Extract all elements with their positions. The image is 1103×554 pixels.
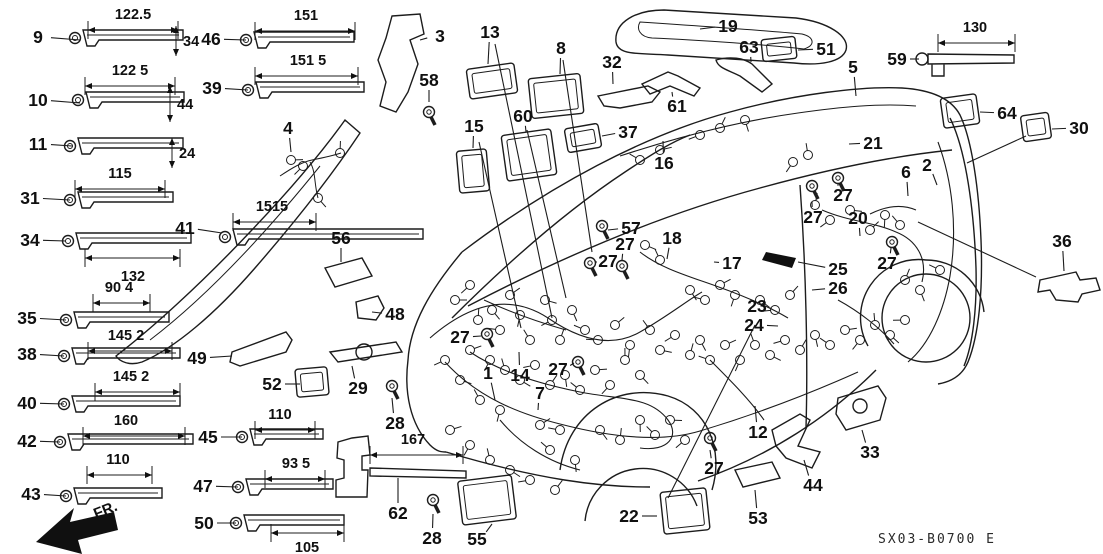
leader-line — [420, 38, 427, 40]
leader-line — [980, 112, 994, 113]
callout-58: 58 — [419, 70, 439, 90]
callout-27: 27 — [803, 207, 823, 227]
leader-line — [392, 398, 393, 413]
callout-17: 17 — [722, 253, 742, 273]
connector-grommet-icon — [646, 326, 655, 335]
connector-grommet-icon — [901, 316, 910, 325]
connector-grommet-icon — [716, 281, 725, 290]
dimension-130: 130 — [962, 20, 988, 36]
callout-37: 37 — [618, 122, 638, 142]
dimension-90_4: 90 4 — [104, 280, 134, 296]
dimension-110: 110 — [268, 407, 292, 423]
callout-51: 51 — [816, 39, 836, 59]
harness-clip-strip — [241, 32, 355, 48]
dimension-24: 24 — [179, 146, 196, 162]
callout-46: 46 — [201, 29, 221, 49]
connector-grommet-icon — [741, 116, 750, 125]
callout-36: 36 — [1052, 231, 1072, 251]
callout-24: 24 — [744, 315, 764, 335]
connector-grommet-icon — [696, 336, 705, 345]
callout-4: 4 — [283, 118, 293, 138]
connector-grommet-icon — [611, 321, 620, 330]
bolt-icon — [387, 381, 399, 400]
connector-grommet-icon — [826, 341, 835, 350]
dimension-93_5: 93 5 — [281, 456, 311, 472]
leader-line — [40, 441, 60, 442]
connector-grommet-icon — [636, 371, 645, 380]
leader-line — [700, 27, 715, 29]
callout-49: 49 — [187, 348, 207, 368]
callout-47: 47 — [193, 476, 213, 496]
connector-grommet-icon — [826, 216, 835, 225]
callout-57: 57 — [621, 218, 641, 238]
leader-line — [798, 49, 813, 50]
callout-27: 27 — [548, 359, 568, 379]
harness-clip-strip — [243, 82, 365, 98]
connector-grommet-icon — [536, 421, 545, 430]
leader-line — [1063, 251, 1064, 271]
leader-line — [767, 325, 778, 326]
connector-grommet-icon — [886, 331, 895, 340]
callout-42: 42 — [17, 431, 37, 451]
leader-line — [812, 289, 825, 290]
callout-21: 21 — [863, 133, 883, 153]
connector-grommet-icon — [671, 331, 680, 340]
component-box — [458, 475, 517, 525]
leader-line — [51, 38, 80, 40]
dimension-145_2: 145 2 — [112, 369, 150, 385]
diagram-code: SX03-B0700 E — [878, 532, 996, 547]
connector-grommet-icon — [881, 211, 890, 220]
connector-grommet-icon — [641, 241, 650, 250]
callout-41: 41 — [175, 218, 195, 238]
leader-line — [488, 42, 489, 64]
bolt-icon — [617, 261, 629, 280]
bolt-icon — [424, 107, 436, 126]
component-box — [940, 94, 980, 129]
connector-grommet-icon — [626, 341, 635, 350]
component-box — [456, 149, 490, 193]
connector-grommet-icon — [686, 351, 695, 360]
leader-line — [602, 134, 615, 136]
dimension-1515: 1515 — [255, 199, 289, 215]
harness-clip-strip — [231, 515, 345, 531]
harness-clip-strip — [65, 192, 174, 208]
dimension-160: 160 — [113, 413, 139, 429]
fr-direction-arrow — [36, 498, 120, 554]
leader-line — [473, 336, 481, 337]
callout-31: 31 — [20, 188, 40, 208]
connector-grommet-icon — [896, 221, 905, 230]
harness-clip-strip — [59, 348, 181, 364]
connector-grommet-icon — [811, 331, 820, 340]
callout-40: 40 — [17, 393, 37, 413]
bolt-icon — [597, 221, 609, 240]
leader-line — [804, 460, 809, 476]
callout-30: 30 — [1069, 118, 1089, 138]
callout-10: 10 — [28, 90, 48, 110]
connector-grommet-icon — [287, 156, 296, 165]
connector-grommet-icon — [581, 326, 590, 335]
callout-32: 32 — [602, 52, 622, 72]
dimension-122_5: 122 5 — [111, 63, 149, 79]
callout-20: 20 — [848, 208, 868, 228]
callout-27: 27 — [833, 185, 853, 205]
dimension-132: 132 — [120, 269, 146, 285]
connector-grommet-icon — [526, 476, 535, 485]
connector-grommet-icon — [656, 346, 665, 355]
connector-grommet-icon — [486, 456, 495, 465]
leader-line — [854, 77, 856, 96]
connector-grommet-icon — [466, 441, 475, 450]
connector-grommet-icon — [591, 366, 600, 375]
callout-7: 7 — [535, 383, 545, 403]
connector-grommet-icon — [531, 361, 540, 370]
leader-line — [491, 383, 495, 400]
callout-13: 13 — [480, 22, 500, 42]
callout-35: 35 — [17, 308, 37, 328]
callout-64: 64 — [997, 103, 1017, 123]
callout-11: 11 — [28, 134, 48, 154]
callout-1: 1 — [483, 363, 493, 383]
callout-22: 22 — [619, 506, 639, 526]
callout-25: 25 — [828, 259, 848, 279]
connector-grommet-icon — [656, 256, 665, 265]
callout-8: 8 — [556, 38, 566, 58]
callout-3: 3 — [435, 26, 445, 46]
leader-line — [849, 143, 860, 144]
callout-5: 5 — [848, 57, 858, 77]
dimension-44: 44 — [177, 97, 194, 113]
harness-clip-strip — [63, 233, 192, 249]
callout-23: 23 — [747, 296, 767, 316]
connector-grommet-icon — [556, 426, 565, 435]
connector-grommet-icon — [488, 306, 497, 315]
dimension-151: 151 — [293, 8, 319, 24]
leader-line — [198, 229, 222, 233]
leader-line — [1052, 128, 1066, 129]
callout-27: 27 — [704, 458, 724, 478]
connector-grommet-icon — [696, 131, 705, 140]
dimension-115: 115 — [108, 166, 132, 182]
callout-52: 52 — [262, 374, 282, 394]
leader-line — [40, 319, 66, 320]
callout-29: 29 — [348, 378, 368, 398]
connector-grommet-icon — [936, 266, 945, 275]
connector-grommet-icon — [568, 306, 577, 315]
callout-43: 43 — [21, 484, 41, 504]
leader-line — [43, 198, 70, 200]
component-box — [466, 63, 518, 99]
callout-14: 14 — [510, 365, 530, 385]
leader-line — [352, 366, 355, 378]
grommet-pad-icon — [762, 252, 796, 268]
callout-18: 18 — [662, 228, 682, 248]
component-box — [528, 73, 584, 118]
connector-grommet-icon — [804, 151, 813, 160]
callout-38: 38 — [17, 344, 37, 364]
callouts-layer — [17, 16, 1089, 549]
leader-line — [560, 58, 561, 74]
leader-line — [43, 240, 66, 241]
callout-63: 63 — [739, 37, 759, 57]
connector-grommet-icon — [781, 336, 790, 345]
leader-line — [210, 356, 232, 357]
callout-62: 62 — [388, 503, 408, 523]
connector-grommet-icon — [789, 158, 798, 167]
callout-45: 45 — [198, 427, 218, 447]
connector-grommet-icon — [551, 486, 560, 495]
callout-2: 2 — [922, 155, 932, 175]
callout-48: 48 — [385, 304, 405, 324]
connector-grommet-icon — [451, 296, 460, 305]
connector-grommet-icon — [526, 336, 535, 345]
leader-line — [225, 89, 248, 90]
dimension-105: 105 — [294, 540, 320, 554]
dimension-145_2: 145 2 — [107, 328, 145, 344]
leader-line — [755, 490, 757, 508]
leader-line — [667, 248, 669, 259]
callout-53: 53 — [748, 508, 768, 528]
callout-27: 27 — [450, 327, 470, 347]
leader-line — [907, 182, 908, 196]
connector-grommet-icon — [856, 336, 865, 345]
callout-6: 6 — [901, 162, 911, 182]
connector-grommet-icon — [681, 436, 690, 445]
connector-grommet-icon — [446, 426, 455, 435]
bolt-icon — [585, 258, 597, 277]
connector-grommet-icon — [476, 396, 485, 405]
callout-55: 55 — [467, 529, 487, 549]
loose-parts — [230, 10, 1100, 497]
callout-59: 59 — [887, 49, 907, 69]
leader-line — [862, 430, 866, 443]
callout-27: 27 — [598, 251, 618, 271]
connector-grommet-icon — [771, 306, 780, 315]
fr-label: FR. — [91, 497, 120, 523]
connector-grommet-icon — [616, 436, 625, 445]
connector-grommet-icon — [796, 346, 805, 355]
callout-9: 9 — [33, 27, 43, 47]
connector-grommet-icon — [556, 336, 565, 345]
connector-grommet-icon — [496, 326, 505, 335]
connector-grommet-icon — [731, 291, 740, 300]
callout-61: 61 — [667, 96, 687, 116]
connector-grommet-icon — [841, 326, 850, 335]
callout-44: 44 — [803, 475, 823, 495]
connector-grommet-icon — [701, 296, 710, 305]
leader-line — [486, 524, 492, 532]
component-box — [1020, 112, 1051, 142]
component-box — [295, 367, 329, 398]
callout-28: 28 — [385, 413, 405, 433]
dimension-34: 34 — [183, 34, 200, 50]
connector-grommet-icon — [651, 431, 660, 440]
harness-clip-strip — [59, 396, 181, 412]
dimension-110: 110 — [106, 452, 130, 468]
harness-clip-strip — [70, 30, 184, 46]
bolt-icon — [482, 329, 494, 348]
bolt-icon — [573, 357, 585, 376]
callout-60: 60 — [513, 106, 533, 126]
callout-26: 26 — [828, 278, 848, 298]
harness-clip-strip — [233, 479, 334, 495]
callout-12: 12 — [748, 422, 768, 442]
leader-line — [622, 254, 623, 260]
bolt-icon — [807, 181, 819, 200]
leader-line — [40, 355, 64, 356]
connector-grommet-icon — [441, 356, 450, 365]
callout-50: 50 — [194, 513, 214, 533]
callout-39: 39 — [202, 78, 222, 98]
leader-line — [290, 138, 291, 152]
connector-grommet-icon — [546, 446, 555, 455]
connector-grommet-icon — [916, 286, 925, 295]
leader-line — [859, 228, 860, 236]
connector-grommet-icon — [686, 286, 695, 295]
leader-line — [216, 486, 238, 487]
callout-27: 27 — [877, 253, 897, 273]
callout-27: 27 — [615, 234, 635, 254]
connector-grommet-icon — [576, 386, 585, 395]
leader-line — [40, 403, 64, 404]
callout-34: 34 — [20, 230, 40, 250]
leader-line — [710, 450, 711, 458]
leader-line — [44, 495, 66, 496]
leader-line — [798, 262, 825, 267]
leader-line — [224, 39, 246, 40]
leader-line — [525, 126, 526, 132]
leader-line — [755, 406, 757, 422]
callout-16: 16 — [654, 153, 674, 173]
callout-19: 19 — [718, 16, 738, 36]
callout-56: 56 — [331, 228, 351, 248]
connector-grommet-icon — [786, 291, 795, 300]
wire-harness-lines — [430, 105, 954, 470]
connector-grommet-icon — [606, 381, 615, 390]
callout-28: 28 — [422, 528, 442, 548]
harness-clip-strip — [73, 92, 185, 108]
bolt-icon — [428, 495, 440, 514]
component-box — [564, 123, 602, 153]
connector-grommet-icon — [751, 341, 760, 350]
windshield-piece — [116, 120, 360, 364]
callout-33: 33 — [860, 442, 880, 462]
leader-line — [51, 145, 72, 146]
connector-grommet-icon — [721, 341, 730, 350]
component-box — [761, 36, 797, 61]
dimension-167: 167 — [400, 432, 426, 448]
connector-grommet-icon — [766, 351, 775, 360]
leader-line — [933, 174, 937, 185]
connector-grommet-icon — [466, 281, 475, 290]
connector-grommet-icon — [474, 316, 483, 325]
dimension-151_5: 151 5 — [289, 53, 327, 69]
dimension-122.5: 122.5 — [114, 7, 152, 23]
harness-clip-strip — [65, 138, 184, 154]
component-box — [660, 488, 710, 535]
connector-grommet-icon — [496, 406, 505, 415]
component-box — [501, 129, 557, 182]
leader-line — [608, 229, 618, 230]
callout-15: 15 — [464, 116, 484, 136]
connector-grommet-icon — [636, 416, 645, 425]
connector-grommet-icon — [571, 456, 580, 465]
